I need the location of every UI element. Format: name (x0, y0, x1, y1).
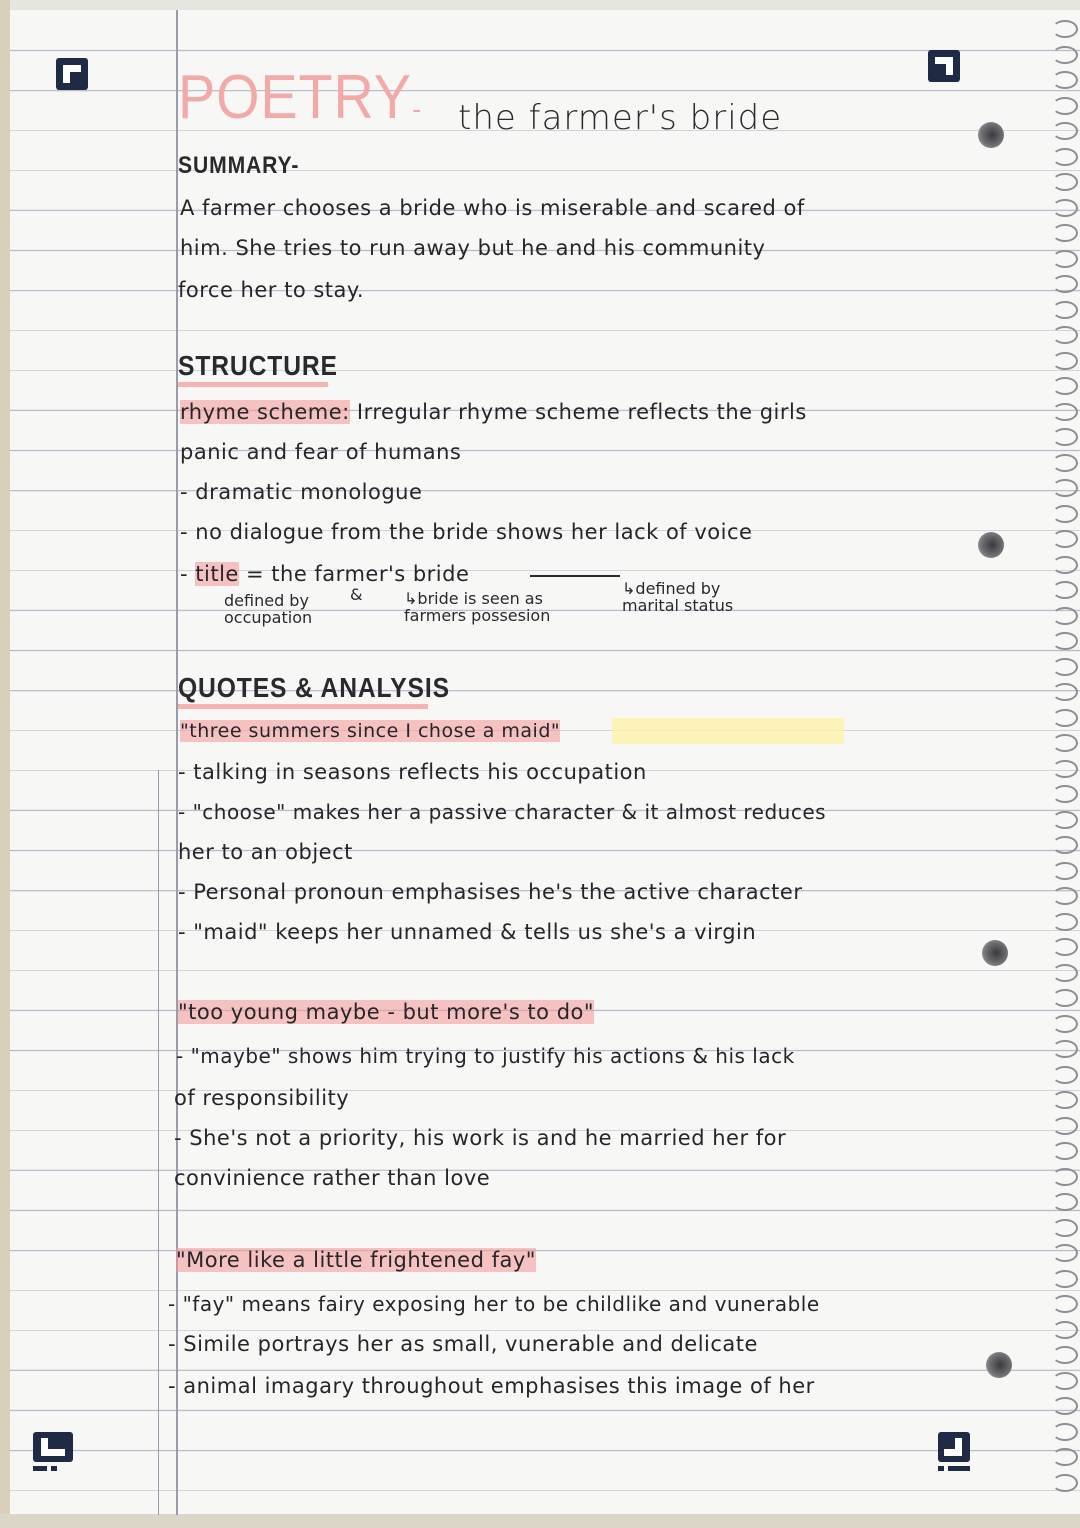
rhyme-scheme-text: Irregular rhyme scheme reflects the girls (356, 400, 807, 424)
summary-line: force her to stay. (178, 278, 365, 302)
spiral-coil (1052, 760, 1078, 778)
quote-3: "More like a little frightened fay" (176, 1248, 536, 1272)
spiral-coil (1052, 1346, 1078, 1364)
spiral-coil (1052, 658, 1078, 676)
spiral-coil (1052, 989, 1078, 1007)
spiral-coil (1052, 20, 1078, 38)
quote-3-point: - animal imagary throughout emphasises this image of her (168, 1374, 815, 1398)
summary-heading: SUMMARY- (178, 152, 300, 179)
spiral-coil (1052, 734, 1078, 752)
spiral-coil (1052, 530, 1078, 548)
spiral-coil (1052, 1270, 1078, 1288)
note-possession: ↳bride is seen as farmers possesion (404, 589, 551, 625)
quote-1-point: - "maid" keeps her unnamed & tells us she's a virgin (178, 920, 757, 944)
spiral-coil (1052, 173, 1078, 191)
spiral-coil (1052, 71, 1078, 89)
binder-hole (978, 532, 1004, 558)
spiral-coil (1052, 1219, 1078, 1237)
logo-bottom-left-icon (33, 1432, 73, 1472)
summary-line: A farmer chooses a bride who is miserable and scared of (180, 196, 805, 220)
spiral-coil (1052, 581, 1078, 599)
spiral-coil (1052, 403, 1078, 421)
quote-2-point: - She's not a priority, his work is and he married her for (174, 1126, 787, 1150)
arrow-line (530, 575, 620, 577)
title-dash: - (412, 95, 422, 125)
spiral-coil (1052, 1474, 1078, 1492)
spiral-coil (1052, 1142, 1078, 1160)
title-bullet-prefix: - (180, 562, 196, 586)
spiral-coil (1052, 1066, 1078, 1084)
spiral-coil (1052, 1372, 1078, 1390)
page-left-edge (0, 0, 10, 1528)
spiral-coil (1052, 862, 1078, 880)
quote-3-point: - "fay" means fairy exposing her to be childlike and vunerable (168, 1292, 820, 1316)
binder-hole (978, 122, 1004, 148)
logo-top-right-icon (928, 50, 960, 82)
quote-1-point: - Personal pronoun emphasises he's the active character (178, 880, 803, 904)
spiral-coil (1052, 683, 1078, 701)
structure-heading: STRUCTURE (178, 350, 338, 381)
structure-bullet: - no dialogue from the bride shows her lack of voice (180, 520, 753, 544)
quote-2-point: - "maybe" shows him trying to justify his actions & his lack (176, 1044, 795, 1068)
structure-heading-underline (178, 382, 328, 387)
margin-line-faint (158, 770, 159, 1515)
spiral-coil (1052, 938, 1078, 956)
spiral-coil (1052, 1321, 1078, 1339)
spiral-coil (1052, 964, 1078, 982)
spiral-coil (1052, 556, 1078, 574)
quotes-heading-underline (178, 704, 428, 709)
spiral-coil (1052, 250, 1078, 268)
spiral-coil (1052, 326, 1078, 344)
spiral-coil (1052, 1244, 1078, 1262)
spiral-coil (1052, 428, 1078, 446)
spiral-coil (1052, 887, 1078, 905)
spiral-coil (1052, 1448, 1078, 1466)
spiral-coil (1052, 148, 1078, 166)
spiral-coil (1052, 377, 1078, 395)
spiral-coil (1052, 352, 1078, 370)
rhyme-scheme-line (180, 400, 807, 424)
spiral-coil (1052, 836, 1078, 854)
spiral-coil (1052, 122, 1078, 140)
page-top-edge (0, 0, 1080, 10)
spiral-coil (1052, 1295, 1078, 1313)
quote-2-point: of responsibility (174, 1086, 350, 1110)
structure-bullet: - dramatic monologue (180, 480, 423, 504)
quote-1: "three summers since I chose a maid" (180, 720, 561, 742)
spiral-coil (1052, 97, 1078, 115)
spiral-coil (1052, 1091, 1078, 1109)
quote-2: "too young maybe - but more's to do" (178, 1000, 595, 1024)
summary-line: him. She tries to run away but he and his community (180, 236, 766, 260)
spiral-coil (1052, 1117, 1078, 1135)
spiral-coil (1052, 275, 1078, 293)
quote-1-point: her to an object (178, 840, 353, 864)
spiral-coil (1052, 632, 1078, 650)
spiral-coil (1052, 1040, 1078, 1058)
quote-1-point: - talking in seasons reflects his occupation (178, 760, 647, 784)
page-bottom-edge (0, 1514, 1080, 1528)
title-bullet-rest: = the farmer's bride (238, 562, 470, 586)
title-word: title (195, 562, 239, 586)
spiral-coil (1052, 1423, 1078, 1441)
note-marital: ↳defined by marital status (622, 579, 734, 615)
rhyme-scheme-label: rhyme scheme: (180, 400, 350, 424)
note-occupation: defined by occupation (224, 591, 313, 627)
spiral-coil (1052, 785, 1078, 803)
yellow-highlight (612, 718, 844, 744)
spiral-coil (1052, 224, 1078, 242)
spiral-coil (1052, 199, 1078, 217)
rhyme-scheme-line-2: panic and fear of humans (180, 440, 462, 464)
page-subtitle: the farmer's bride (458, 98, 783, 138)
quote-2-point: convinience rather than love (174, 1166, 491, 1190)
spiral-coil (1052, 1168, 1078, 1186)
quote-1-point: - "choose" makes her a passive character & it almost reduces (178, 800, 827, 824)
spiral-coil (1052, 1193, 1078, 1211)
logo-bottom-right-icon (938, 1432, 978, 1472)
spiral-coil (1052, 301, 1078, 319)
note-amp: & (350, 585, 363, 604)
spiral-coil (1052, 1397, 1078, 1415)
binder-hole (982, 940, 1008, 966)
spiral-coil (1052, 913, 1078, 931)
spiral-coil (1052, 709, 1078, 727)
page-title: POETRY (178, 63, 412, 132)
quote-3-point: - Simile portrays her as small, vunerable and delicate (168, 1332, 758, 1356)
logo-top-left-icon (56, 58, 88, 90)
spiral-coil (1052, 505, 1078, 523)
spiral-coil (1052, 479, 1078, 497)
spiral-coil (1052, 607, 1078, 625)
spiral-coil (1052, 811, 1078, 829)
spiral-coil (1052, 46, 1078, 64)
binder-hole (986, 1352, 1012, 1378)
quotes-heading: QUOTES & ANALYSIS (178, 672, 450, 703)
spiral-coil (1052, 454, 1078, 472)
title-bullet (180, 562, 469, 586)
spiral-coil (1052, 1015, 1078, 1033)
